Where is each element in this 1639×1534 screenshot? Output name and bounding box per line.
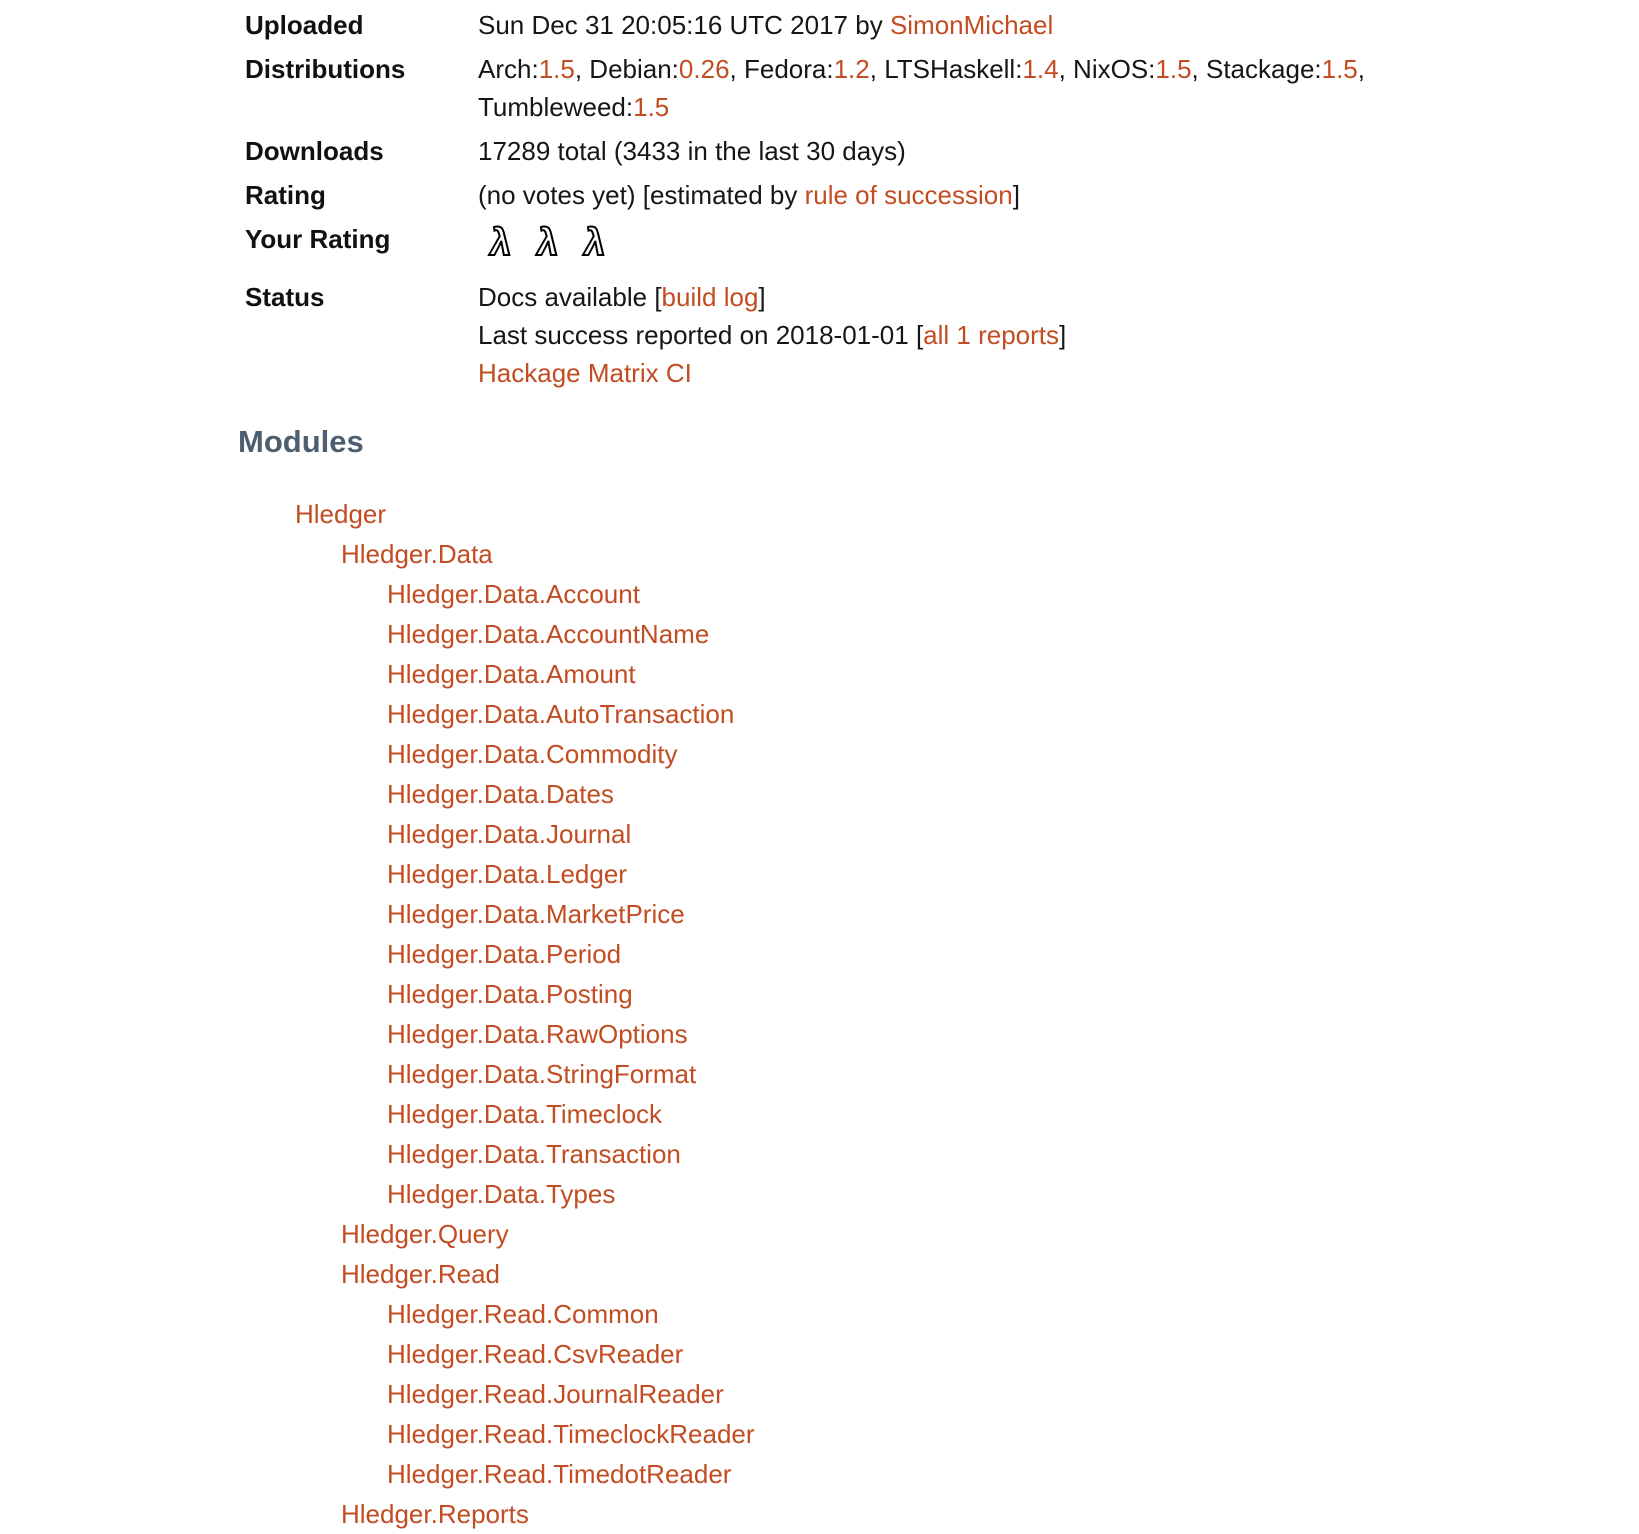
module-link[interactable]: Hledger.Data.MarketPrice xyxy=(387,899,685,929)
module-list-item xyxy=(245,1174,1639,1214)
module-list-item xyxy=(245,974,1639,1014)
module-link[interactable]: Hledger.Data.AccountName xyxy=(387,619,710,649)
module-list-item xyxy=(245,774,1639,814)
property-label: Distributions xyxy=(245,54,406,84)
distribution-stackage-version-link[interactable]: 1.5 xyxy=(1321,54,1358,84)
text-segment: Arch: xyxy=(478,54,539,84)
property-value xyxy=(478,278,1066,392)
module-link[interactable]: Hledger.Data.Commodity xyxy=(387,739,678,769)
module-list-item xyxy=(245,534,1639,574)
module-list-item xyxy=(245,1054,1639,1094)
distribution-nixos-version-link[interactable]: 1.5 xyxy=(1155,54,1192,84)
uploader-link[interactable]: SimonMichael xyxy=(889,10,1054,40)
module-list-item xyxy=(245,574,1639,614)
distributions-row xyxy=(245,50,1639,126)
property-line xyxy=(478,50,1365,88)
status-row xyxy=(245,278,1639,392)
text-segment: Tumbleweed: xyxy=(478,92,634,122)
module-link[interactable]: Hledger.Data.AutoTransaction xyxy=(387,699,735,729)
text-segment: Sun Dec 31 20:05:16 UTC 2017 by xyxy=(478,10,890,40)
module-list-item xyxy=(245,1494,1639,1534)
text-segment: , xyxy=(1357,54,1366,84)
module-list-item xyxy=(245,1374,1639,1414)
module-link[interactable]: Hledger.Data.Ledger xyxy=(387,859,627,889)
your-rating-row xyxy=(245,220,1639,272)
module-link[interactable]: Hledger.Reports xyxy=(341,1499,529,1529)
module-list-item xyxy=(245,694,1639,734)
module-link[interactable]: Hledger.Read.TimeclockReader xyxy=(387,1419,755,1449)
property-label: Uploaded xyxy=(245,10,364,40)
module-list-item xyxy=(245,654,1639,694)
text-segment: (no votes yet) [estimated by xyxy=(478,180,805,210)
text-segment: ] xyxy=(1059,320,1067,350)
rating-row xyxy=(245,176,1639,214)
property-line xyxy=(478,316,1066,354)
text-segment: , LTSHaskell: xyxy=(869,54,1023,84)
property-line xyxy=(478,88,1365,126)
module-list-item xyxy=(245,1134,1639,1174)
rating-lambda-icon[interactable]: λ xyxy=(487,222,514,264)
module-link[interactable]: Hledger xyxy=(295,499,387,529)
property-label: Your Rating xyxy=(245,224,391,254)
module-link[interactable]: Hledger.Query xyxy=(341,1219,509,1249)
property-line xyxy=(478,354,1066,392)
modules-heading: Modules xyxy=(238,424,364,459)
module-link[interactable]: Hledger.Read.CsvReader xyxy=(387,1339,684,1369)
text-segment: 17289 total (3433 in the last 30 days) xyxy=(478,136,906,166)
module-link[interactable]: Hledger.Data.Transaction xyxy=(387,1139,681,1169)
distribution-arch-version-link[interactable]: 1.5 xyxy=(538,54,575,84)
module-list-item xyxy=(245,1334,1639,1374)
module-link[interactable]: Hledger.Data.Dates xyxy=(387,779,614,809)
module-list-item xyxy=(245,494,1639,534)
property-value xyxy=(478,50,1365,126)
module-list-item xyxy=(245,814,1639,854)
module-link[interactable]: Hledger.Read xyxy=(341,1259,500,1289)
module-list-item xyxy=(245,1214,1639,1254)
text-segment: ] xyxy=(1012,180,1020,210)
module-link[interactable]: Hledger.Data.StringFormat xyxy=(387,1059,697,1089)
module-link[interactable]: Hledger.Read.Common xyxy=(387,1299,659,1329)
property-value xyxy=(478,132,906,170)
text-segment: Docs available [ xyxy=(478,282,662,312)
property-line xyxy=(478,278,1066,316)
distribution-ltshaskell-version-link[interactable]: 1.4 xyxy=(1022,54,1059,84)
module-link[interactable]: Hledger.Read.JournalReader xyxy=(387,1379,724,1409)
distribution-fedora-version-link[interactable]: 1.2 xyxy=(833,54,870,84)
module-list-item xyxy=(245,1294,1639,1334)
text-segment: , Fedora: xyxy=(729,54,834,84)
text-segment: , Stackage: xyxy=(1191,54,1322,84)
property-value xyxy=(478,6,1053,44)
module-list-item xyxy=(245,614,1639,654)
module-link[interactable]: Hledger.Read.TimedotReader xyxy=(387,1459,732,1489)
all-reports-link[interactable]: all 1 reports xyxy=(923,320,1060,350)
rule-of-succession-link[interactable]: rule of succession xyxy=(804,180,1013,210)
module-list-item xyxy=(245,1454,1639,1494)
rating-lambda-icon[interactable]: λ xyxy=(582,222,608,264)
uploaded-row xyxy=(245,6,1639,44)
module-list-item xyxy=(245,1014,1639,1054)
property-value xyxy=(478,176,1020,214)
module-list-item xyxy=(245,734,1639,774)
module-link[interactable]: Hledger.Data.Amount xyxy=(387,659,636,689)
property-line xyxy=(478,176,1020,214)
property-label: Downloads xyxy=(245,136,384,166)
rating-lambda-icon[interactable]: λ xyxy=(534,222,561,264)
module-list-item xyxy=(245,934,1639,974)
property-value xyxy=(478,220,631,272)
text-segment: , Debian: xyxy=(574,54,679,84)
module-list-item xyxy=(245,1414,1639,1454)
module-link[interactable]: Hledger.Data.Account xyxy=(387,579,640,609)
module-list-item xyxy=(245,894,1639,934)
hackage-matrix-ci-link[interactable]: Hackage Matrix CI xyxy=(478,358,692,388)
module-link[interactable]: Hledger.Data.Posting xyxy=(387,979,633,1009)
module-link[interactable]: Hledger.Data.Period xyxy=(387,939,622,969)
downloads-row xyxy=(245,132,1639,170)
distribution-tumbleweed-version-link[interactable]: 1.5 xyxy=(633,92,670,122)
module-link[interactable]: Hledger.Data.Timeclock xyxy=(387,1099,663,1129)
property-label: Status xyxy=(245,282,325,312)
module-list xyxy=(245,494,1639,1534)
module-link[interactable]: Hledger.Data xyxy=(341,539,493,569)
module-list-item xyxy=(245,1094,1639,1134)
build-log-link[interactable]: build log xyxy=(661,282,759,312)
text-segment: ] xyxy=(758,282,766,312)
module-list-item xyxy=(245,1254,1639,1294)
property-line xyxy=(478,6,1053,44)
property-label: Rating xyxy=(245,180,326,210)
module-link[interactable]: Hledger.Data.Journal xyxy=(387,819,632,849)
module-link[interactable]: Hledger.Data.RawOptions xyxy=(387,1019,688,1049)
text-segment: Last success reported on 2018-01-01 [ xyxy=(478,320,924,350)
module-link[interactable]: Hledger.Data.Types xyxy=(387,1179,616,1209)
module-list-item xyxy=(245,854,1639,894)
text-segment: , NixOS: xyxy=(1058,54,1156,84)
properties-table xyxy=(245,0,1639,392)
distribution-debian-version-link[interactable]: 0.26 xyxy=(678,54,730,84)
property-line xyxy=(478,132,906,170)
